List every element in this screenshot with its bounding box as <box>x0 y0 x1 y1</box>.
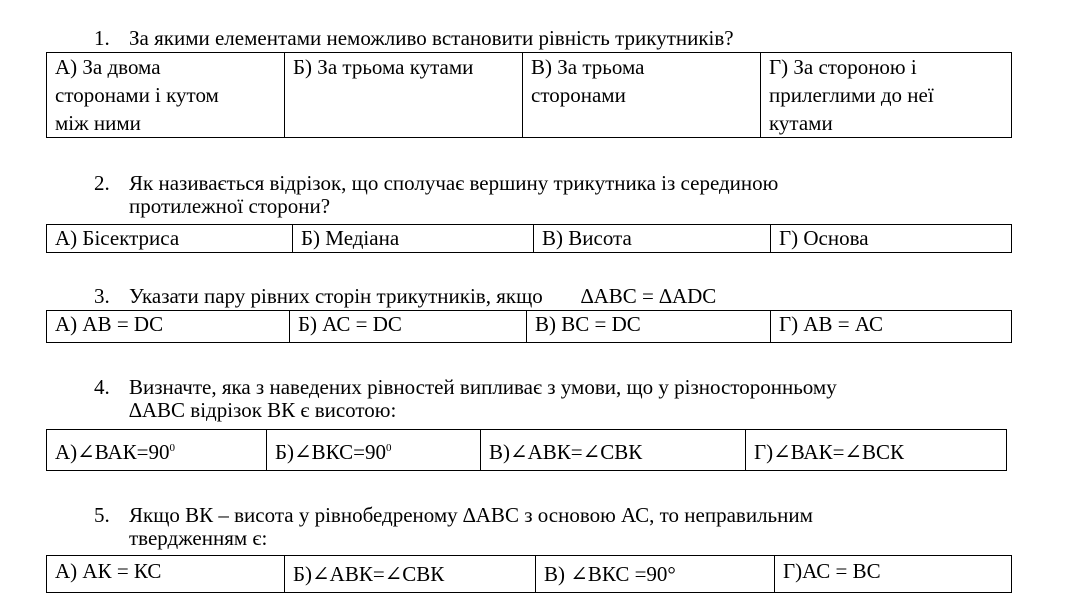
question-text: Якщо ВК – висота у рівнобедреному ∆АВС з основою АС, то неправильним <box>129 503 813 527</box>
option-v[interactable]: В) ВС = DC <box>527 311 771 343</box>
question-number: 4. <box>94 375 110 399</box>
option-b[interactable]: Б)∠АВК=∠СВК <box>285 556 536 593</box>
option-b[interactable]: Б) АС = DC <box>290 311 527 343</box>
option-a[interactable]: А) Бісектриса <box>47 225 293 253</box>
question-number: 2. <box>94 171 110 195</box>
option-a[interactable]: А) АВ = DC <box>47 311 290 343</box>
question-2 <box>94 172 778 218</box>
answers-table-3 <box>46 310 1012 343</box>
answers-table-2 <box>46 224 1012 253</box>
option-b[interactable]: Б) Медіана <box>293 225 534 253</box>
question-text-continued: ∆АВС відрізок ВК є висотою: <box>129 398 397 422</box>
option-g[interactable]: Г)∠ВАК=∠ВСК <box>746 430 1007 471</box>
question-text-continued: протилежної сторони? <box>129 194 331 218</box>
option-v[interactable]: В) За трьома сторонами <box>523 53 761 138</box>
option-b[interactable]: $Б)\angle ВКС=90^0$ <box>267 430 481 471</box>
question-text-continued: твердженням є: <box>129 526 268 550</box>
option-a[interactable]: $А)\angle ВАК=90^0$ <box>47 430 267 471</box>
question-number: 3. <box>94 284 110 308</box>
answers-table-5 <box>46 555 1012 593</box>
answers-table-4 <box>46 429 1007 471</box>
option-g[interactable]: Г) Основа <box>771 225 1012 253</box>
question-1 <box>94 27 734 50</box>
question-4 <box>94 376 837 422</box>
option-b[interactable]: Б) За трьома кутами <box>285 53 523 138</box>
question-3 <box>94 285 716 308</box>
option-v[interactable]: В) ∠ВКС =90° <box>536 556 775 593</box>
answers-table-1 <box>46 52 1012 138</box>
question-5 <box>94 504 813 550</box>
question-text: Указати пару рівних сторін трикутників, якщо <box>129 284 543 308</box>
condition-text: ∆ABC = ∆ADC <box>580 284 717 308</box>
option-a[interactable]: А) АК = КС <box>47 556 285 593</box>
question-number: 1. <box>94 26 110 50</box>
option-g[interactable]: Г) За стороною і прилеглими до неї кутами <box>761 53 1012 138</box>
question-text: За якими елементами неможливо встановити рівність трикутників? <box>129 26 734 50</box>
option-g[interactable]: Г)АС = ВС <box>775 556 1012 593</box>
question-text: Визначте, яка з наведених рівностей випливає з умови, що у різносторонньому <box>129 375 837 399</box>
option-g[interactable]: Г) АВ = АС <box>771 311 1012 343</box>
question-text: Як називається відрізок, що сполучає вершину трикутника із серединою <box>129 171 779 195</box>
option-v[interactable]: В) Висота <box>534 225 771 253</box>
option-v[interactable]: В)∠АВК=∠СВК <box>481 430 746 471</box>
option-a[interactable]: А) За двома сторонами і кутом між ними <box>47 53 285 138</box>
question-number: 5. <box>94 503 110 527</box>
